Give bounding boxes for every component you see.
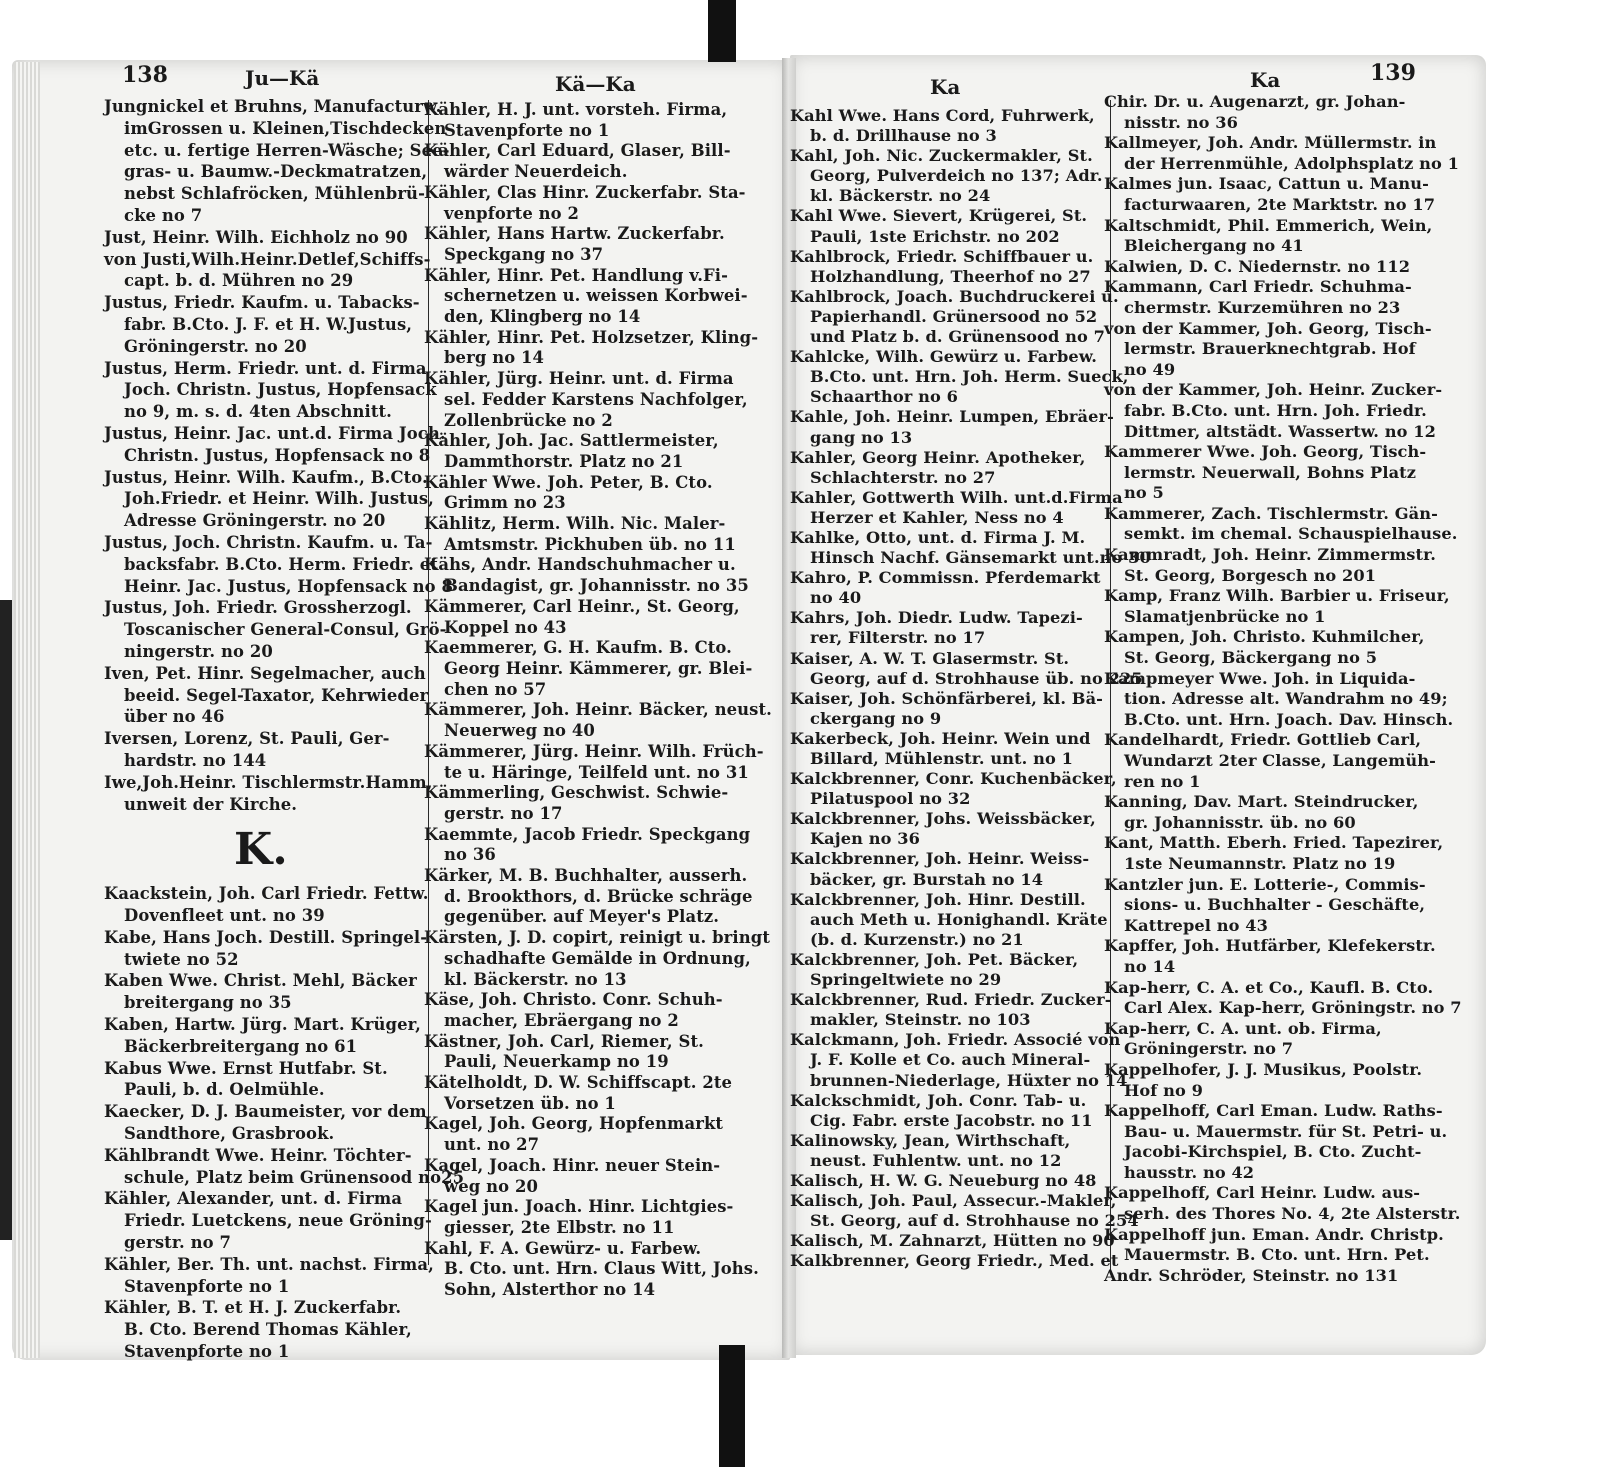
directory-line: Pauli, Neuerkamp no 19 [444,1052,669,1072]
directory-line: Stavenpforte no 1 [124,1276,290,1296]
directory-line: über no 46 [124,707,225,727]
directory-line: Kalckbrenner, Johs. Weissbäcker, [790,809,1096,829]
directory-line: Kap-herr, C. A. et Co., Kaufl. B. Cto. [1104,977,1434,997]
directory-line: Kärker, M. B. Buchhalter, ausserh. [424,866,748,886]
directory-line: Kappelhoff jun. Eman. Andr. Christp. [1104,1224,1444,1244]
directory-line: nisstr. no 36 [1124,112,1238,132]
directory-line: Kalwien, D. C. Niedernstr. no 112 [1104,256,1411,276]
directory-line: Dovenfleet unt. no 39 [124,906,325,926]
directory-line: hausstr. no 42 [1124,1162,1255,1182]
directory-line: Schlachterstr. no 27 [810,467,996,487]
directory-line: Bau- u. Mauermstr. für St. Petri- u. [1124,1121,1448,1141]
directory-line: Iven, Pet. Hinr. Segelmacher, auch [104,663,426,683]
directory-line: Kähler, B. T. et H. J. Zuckerfabr. [104,1298,402,1318]
directory-line: Kähler, H. J. unt. vorsteh. Firma, [424,100,728,119]
directory-line: Justus, Joch. Christn. Kaufm. u. Ta- [104,532,433,552]
directory-line: Pauli, 1ste Erichstr. no 202 [810,226,1060,246]
directory-line: no 5 [1124,483,1164,503]
directory-line: Kalinowsky, Jean, Wirthschaft, [790,1130,1071,1150]
directory-line: tion. Adresse alt. Wandrahm no 49; [1124,689,1448,709]
directory-line: imGrossen u. Kleinen,Tischdecken [124,118,447,138]
directory-line: gr. Johannisstr. üb. no 60 [1124,812,1356,832]
directory-column-1 [104,96,464,1363]
directory-line: Georg, auf d. Strohhause üb. no 225 [810,668,1143,688]
directory-line: Sandthore, Grasbrook. [124,1124,335,1144]
directory-line: Springeltwiete no 29 [810,970,1002,990]
directory-line: rer, Filterstr. no 17 [810,628,986,648]
directory-line: auch Meth u. Honighandl. Kräte [810,909,1108,929]
directory-line: Kaecker, D. J. Baumeister, vor dem [104,1102,427,1122]
directory-line: Kaiser, A. W. T. Glasermstr. St. [790,648,1070,668]
directory-line: Kaackstein, Joh. Carl Friedr. Fettw. [104,884,429,904]
directory-line: Kagel, Joach. Hinr. neuer Stein- [424,1155,721,1175]
directory-line: Joh.Friedr. et Heinr. Wilh. Justus, [124,489,434,509]
directory-line: Kalckschmidt, Joh. Conr. Tab- u. [790,1090,1087,1110]
directory-column-3 [790,106,1151,1271]
directory-line: Kähler, Ber. Th. unt. nachst. Firma, [104,1254,434,1274]
directory-line: Kahler, Gottwerth Wilh. unt.d.Firma [790,487,1123,507]
directory-line: St. Georg, auf d. Strohhause no 254 [810,1211,1139,1231]
directory-line: Kammerer Wwe. Joh. Georg, Tisch- [1104,442,1427,462]
directory-line: Georg Heinr. Kämmerer, gr. Blei- [444,658,753,678]
directory-line: Just, Heinr. Wilh. Eichholz no 90 [104,227,408,247]
directory-column-2 [424,100,772,1301]
directory-line: d. Brookthors, d. Brücke schräge [444,886,753,906]
directory-line: brunnen-Niederlage, Hüxter no 14 [810,1070,1128,1090]
directory-line: Pauli, b. d. Oelmühle. [124,1080,325,1100]
directory-line: makler, Steinstr. no 103 [810,1010,1031,1030]
directory-line: Kahrs, Joh. Diedr. Ludw. Tapezi- [790,608,1083,628]
directory-line: Kalckbrenner, Joh. Pet. Bäcker, [790,949,1079,969]
directory-line: von Justi,Wilh.Heinr.Detlef,Schiffs- [104,249,431,269]
directory-line: Kaemmte, Jacob Friedr. Speckgang [424,824,751,844]
directory-line: Kagel jun. Joach. Hinr. Lichtgies- [424,1197,734,1217]
directory-line: Billard, Mühlenstr. unt. no 1 [810,749,1073,768]
right-header-range: Ka [930,75,961,99]
directory-line: Holzhandlung, Theerhof no 27 [810,266,1091,286]
directory-line: fabr. B.Cto. J. F. et H. W.Justus, [124,314,413,334]
directory-line: Chir. Dr. u. Augenarzt, gr. Johan- [1104,92,1406,111]
directory-line: Gröningerstr. no 20 [124,336,307,356]
directory-line: Hof no 9 [1124,1080,1203,1100]
directory-line: Bleichergang no 41 [1124,236,1304,256]
directory-line: Kalckbrenner, Joh. Heinr. Weiss- [790,849,1090,869]
directory-line: Kähler, Carl Eduard, Glaser, Bill- [424,141,731,161]
directory-line: Pilatuspool no 32 [810,789,971,809]
directory-line: Kalckbrenner, Joh. Hinr. Destill. [790,889,1086,909]
directory-line: schule, Platz beim Grünensood no25 [124,1167,465,1187]
directory-line: Kant, Matth. Eberh. Fried. Tapezirer, [1104,833,1444,853]
directory-line: hardstr. no 144 [124,750,267,770]
directory-line: Joch. Christn. Justus, Hopfensack [124,380,437,400]
directory-line: Justus, Heinr. Jac. unt.d. Firma Joch. [104,423,446,443]
directory-line: Friedr. Luetckens, neue Gröning- [124,1211,432,1231]
directory-line: Kammradt, Joh. Heinr. Zimmermstr. [1104,545,1436,565]
directory-line: Käse, Joh. Christo. Conr. Schuh- [424,990,723,1010]
directory-line: Andr. Schröder, Steinstr. no 131 [1104,1265,1399,1285]
directory-line: Kähler, Joh. Jac. Sattlermeister, [424,431,719,451]
directory-line: Kagel, Joh. Georg, Hopfenmarkt [424,1114,724,1134]
directory-line: gang no 13 [810,427,913,447]
directory-line: Kalisch, H. W. G. Neueburg no 48 [790,1170,1097,1190]
directory-line: serh. des Thores No. 4, 2te Alsterstr. [1124,1204,1461,1224]
directory-line: Kämmerer, Joh. Heinr. Bäcker, neust. [424,700,772,720]
directory-line: breitergang no 35 [124,993,292,1013]
directory-line: Zollenbrücke no 2 [444,410,613,430]
directory-line: (b. d. Kurzenstr.) no 21 [810,929,1024,949]
directory-line: Justus, Joh. Friedr. Grossherzogl. [104,598,412,618]
directory-line: etc. u. fertige Herren-Wäsche; See- [124,140,450,160]
directory-line: Justus, Heinr. Wilh. Kaufm., B.Cto. [104,467,428,487]
directory-line: semkt. im chemal. Schauspielhause. [1124,524,1458,544]
directory-line: 1ste Neumannstr. Platz no 19 [1124,853,1396,873]
directory-line: facturwaaren, 2te Marktstr. no 17 [1124,194,1436,214]
directory-line: Hinsch Nachf. Gänsemarkt unt.no 30 [810,548,1151,568]
directory-line: Kahl Wwe. Hans Cord, Fuhrwerk, [790,106,1095,125]
directory-line: B. Cto. unt. Hrn. Claus Witt, Johs. [444,1259,759,1279]
directory-line: der Herrenmühle, Adolphsplatz no 1 [1124,153,1460,173]
directory-line: Kahl, Joh. Nic. Zuckermakler, St. [790,146,1093,166]
directory-line: sel. Fedder Karstens Nachfolger, [444,389,748,409]
directory-line: Cig. Fabr. erste Jacobstr. no 11 [810,1110,1093,1130]
directory-line: Kalckbrenner, Conr. Kuchenbäcker, [790,769,1117,789]
directory-line: Kalisch, M. Zahnarzt, Hütten no 90 [790,1231,1115,1251]
directory-line: chen no 57 [444,679,547,699]
directory-line: Schaarthor no 6 [810,387,958,407]
directory-line: Kalckbrenner, Rud. Friedr. Zucker- [790,990,1112,1010]
directory-line: te u. Häringe, Teilfeld unt. no 31 [444,762,749,782]
directory-line: kl. Bäckerstr. no 24 [810,186,991,206]
directory-line: Georg, Pulverdeich no 137; Adr. [810,166,1103,186]
directory-line: den, Klingberg no 14 [444,307,641,327]
directory-line: Kähler, Hinr. Pet. Holzsetzer, Kling- [424,327,759,347]
directory-line: ren no 1 [1124,771,1201,791]
directory-line: Kattrepel no 43 [1124,915,1268,935]
directory-line: berg no 14 [444,348,545,368]
directory-line: Kalisch, Joh. Paul, Assecur.-Makler, [790,1191,1117,1211]
directory-line: Kahlcke, Wilh. Gewürz u. Farbew. [790,347,1097,367]
directory-line: Kajen no 36 [810,829,920,849]
directory-line: Kämmerer, Jürg. Heinr. Wilh. Früch- [424,741,764,761]
directory-line: J. F. Kolle et Co. auch Mineral- [810,1050,1091,1070]
directory-line: Kahlbrock, Friedr. Schiffbauer u. [790,246,1094,266]
directory-line: schadhafte Gemälde in Ordnung, [444,948,751,968]
directory-line: Kaiser, Joh. Schönfärberei, kl. Bä- [790,688,1103,708]
right-page-number: 139 [1370,60,1416,86]
directory-line: Stavenpforte no 1 [444,120,610,140]
left-header-range-2: Kä—Ka [555,72,636,96]
directory-line: gerstr. no 7 [124,1233,232,1253]
directory-line: Kalckmann, Joh. Friedr. Associé von [790,1030,1121,1050]
directory-line: Kahle, Joh. Heinr. Lumpen, Ebräer- [790,407,1114,427]
directory-line: Iwe,Joh.Heinr. Tischlermstr.Hamm, [104,772,433,792]
directory-line: Stavenpforte no 1 [124,1342,290,1362]
page-edges [14,62,40,1358]
directory-line: no 40 [810,588,862,608]
directory-line: bäcker, gr. Burstah no 14 [810,869,1044,889]
left-page-number: 138 [122,62,168,88]
column-1-entries [104,96,464,815]
directory-line: Sohn, Alsterthor no 14 [444,1280,656,1300]
directory-line: lermstr. Brauerknechtgrab. Hof [1124,339,1416,359]
directory-line: Kallmeyer, Joh. Andr. Müllermstr. in [1104,133,1437,153]
side-stamp [0,600,12,1240]
directory-line: Kammerer, Zach. Tischlermstr. Gän- [1104,503,1438,523]
directory-line: Herzer et Kahler, Ness no 4 [810,507,1064,527]
directory-line: Kähler, Alexander, unt. d. Firma [104,1189,403,1209]
directory-line: gegenüber. auf Meyer's Platz. [444,907,720,927]
directory-line: Kampen, Joh. Christo. Kuhmilcher, [1104,627,1425,647]
directory-line: Kähler, Hans Hartw. Zuckerfabr. [424,224,725,244]
directory-line: Kahlke, Otto, unt. d. Firma J. M. [790,527,1086,547]
directory-line: Kandelhardt, Friedr. Gottlieb Carl, [1104,730,1422,750]
left-header-range: Ju—Kä [245,66,320,90]
binding-strip-top [708,0,736,62]
directory-line: Vorsetzen üb. no 1 [444,1093,616,1113]
directory-line: Neuerweg no 40 [444,721,595,741]
directory-line: kl. Bäckerstr. no 13 [444,969,627,989]
directory-line: Christn. Justus, Hopfensack no 8 [124,445,431,465]
directory-line: Kählitz, Herm. Wilh. Nic. Maler- [424,514,726,534]
directory-line: no 49 [1124,359,1176,379]
directory-line: Kähler, Clas Hinr. Zuckerfabr. Sta- [424,182,746,202]
directory-line: Mauermstr. B. Cto. unt. Hrn. Pet. [1124,1245,1430,1265]
directory-line: Kätelholdt, D. W. Schiffscapt. 2te [424,1073,733,1093]
directory-line: giesser, 2te Elbstr. no 11 [444,1217,675,1237]
directory-line: Kalmes jun. Isaac, Cattun u. Manu- [1104,174,1429,194]
directory-line: ckergang no 9 [810,708,942,728]
directory-line: B.Cto. unt. Hrn. Joach. Dav. Hinsch. [1124,709,1454,729]
directory-line: Kalkbrenner, Georg Friedr., Med. et [790,1251,1119,1271]
directory-line: Dittmer, altstädt. Wassertw. no 12 [1124,421,1436,441]
directory-line: Kähler, Jürg. Heinr. unt. d. Firma [424,369,734,389]
directory-line: Carl Alex. Kap-herr, Gröningstr. no 7 [1124,998,1462,1018]
directory-line: no 36 [444,845,496,865]
directory-line: Kaben Wwe. Christ. Mehl, Bäcker [104,971,417,991]
directory-line: Slamatjenbrücke no 1 [1124,606,1326,626]
directory-line: gerstr. no 17 [444,803,563,823]
directory-line: von der Kammer, Joh. Heinr. Zucker- [1104,380,1443,400]
directory-line: Kappelhoff, Carl Heinr. Ludw. aus- [1104,1183,1421,1203]
directory-line: Kärsten, J. D. copirt, reinigt u. bringt [424,928,770,948]
directory-line: venpforte no 2 [444,203,580,223]
directory-line: Kaemmerer, G. H. Kaufm. B. Cto. [424,638,732,658]
directory-line: Iversen, Lorenz, St. Pauli, Ger- [104,729,390,749]
directory-line: Jungnickel et Bruhns, Manufacturw. [104,97,442,116]
directory-line: Kapffer, Joh. Hutfärber, Klefekerstr. [1104,936,1436,956]
directory-line: Kählbrandt Wwe. Heinr. Töchter- [104,1145,412,1165]
directory-line: Jacobi-Kirchspiel, B. Cto. Zucht- [1124,1142,1422,1162]
directory-line: Gröningerstr. no 7 [1124,1039,1294,1059]
directory-line: neust. Fuhlentw. unt. no 12 [810,1150,1062,1170]
directory-line: Kahro, P. Commissn. Pferdemarkt [790,568,1101,588]
directory-line: Kappelhofer, J. J. Musikus, Poolstr. [1104,1059,1423,1079]
directory-line: Kaltschmidt, Phil. Emmerich, Wein, [1104,215,1433,235]
directory-line: B. Cto. Berend Thomas Kähler, [124,1320,412,1340]
directory-line: Adresse Gröningerstr. no 20 [124,511,386,531]
directory-line: schernetzen u. weissen Korbwei- [444,286,748,306]
directory-line: macher, Ebräergang no 2 [444,1010,679,1030]
directory-line: lermstr. Neuerwall, Bohns Platz [1124,462,1417,482]
directory-line: Kähler Wwe. Joh. Peter, B. Cto. [424,472,713,492]
directory-line: Kämmerer, Carl Heinr., St. Georg, [424,596,740,616]
directory-line: Wundarzt 2ter Classe, Langemüh- [1124,751,1436,770]
directory-line: Koppel no 43 [444,617,567,637]
directory-line: chermstr. Kurzemühren no 23 [1124,297,1401,317]
directory-line: Kämmerling, Geschwist. Schwie- [424,783,729,803]
directory-line: Kästner, Joh. Carl, Riemer, St. [424,1031,704,1051]
directory-line: unt. no 27 [444,1135,540,1155]
directory-line: Bäckerbreitergang no 61 [124,1036,358,1056]
directory-line: Grimm no 23 [444,493,566,513]
binding-strip-bottom [719,1345,745,1467]
directory-line: Kähler, Hinr. Pet. Handlung v.Fi- [424,265,729,285]
directory-line: sions- u. Buchhalter - Geschäfte, [1124,895,1426,915]
directory-line: cke no 7 [124,205,203,225]
directory-line: Kakerbeck, Joh. Heinr. Wein und [790,728,1091,748]
directory-line: fabr. B.Cto. unt. Hrn. Joh. Friedr. [1124,400,1427,420]
directory-line: capt. b. d. Mühren no 29 [124,271,354,291]
directory-line: Dammthorstr. Platz no 21 [444,451,684,471]
directory-line: b. d. Drillhause no 3 [810,126,997,146]
directory-line: wärder Neuerdeich. [444,162,628,182]
directory-line: beeid. Segel-Taxator, Kehrwieder [124,685,429,705]
directory-line: no 14 [1124,956,1176,976]
directory-line: Kahl Wwe. Sievert, Krügerei, St. [790,206,1088,226]
directory-line: Kanning, Dav. Mart. Steindrucker, [1104,792,1419,812]
directory-line: twiete no 52 [124,949,239,969]
directory-line: Papierhandl. Grünersood no 52 [810,306,1098,326]
directory-line: Kampmeyer Wwe. Joh. in Liquida- [1104,668,1416,688]
directory-line: Kabe, Hans Joch. Destill. Springel- [104,927,428,947]
directory-line: gras- u. Baumw.-Deckmatratzen, [124,162,428,182]
directory-line: St. Georg, Borgesch no 201 [1124,565,1377,585]
directory-line: ningerstr. no 20 [124,641,273,661]
directory-line: Amtsmstr. Pickhuben üb. no 11 [444,534,736,554]
directory-line: Kantzler jun. E. Lotterie-, Commis- [1104,874,1426,894]
directory-line: von der Kammer, Joh. Georg, Tisch- [1104,318,1432,338]
directory-line: unweit der Kirche. [124,794,298,814]
directory-line: Kähs, Andr. Handschuhmacher u. [424,555,736,575]
directory-line: Justus, Friedr. Kaufm. u. Tabacks- [104,293,420,313]
directory-line: no 9, m. s. d. 4ten Abschnitt. [124,402,392,422]
directory-line: Kahl, F. A. Gewürz- u. Farbew. [424,1238,702,1258]
directory-line: Speckgang no 37 [444,244,604,264]
directory-line: weg no 20 [444,1176,538,1196]
directory-line: und Platz b. d. Grünensood no 7 [810,327,1105,347]
directory-line: Kammann, Carl Friedr. Schuhma- [1104,277,1412,297]
directory-line: Kamp, Franz Wilh. Barbier u. Friseur, [1104,586,1450,606]
directory-line: St. Georg, Bäckergang no 5 [1124,648,1378,668]
column-1-entries-k [104,883,464,1363]
directory-line: Kap-herr, C. A. unt. ob. Firma, [1104,1018,1382,1038]
section-letter: K. [234,824,288,876]
directory-line: Justus, Herm. Friedr. unt. d. Firma [104,358,427,378]
directory-line: Bandagist, gr. Johannisstr. no 35 [444,576,749,596]
directory-line: Kahlbrock, Joach. Buchdruckerei u. [790,286,1119,306]
directory-line: Kappelhoff, Carl Eman. Ludw. Raths- [1104,1101,1443,1121]
directory-line: backsfabr. B.Cto. Herm. Friedr. et [124,554,438,574]
directory-line: Heinr. Jac. Justus, Hopfensack no 8 [124,576,454,596]
right-header-range-2: Ka [1250,68,1281,92]
directory-line: B.Cto. unt. Hrn. Joh. Herm. Sueck, [810,367,1129,387]
directory-line: nebst Schlafröcken, Mühlenbrü- [124,184,425,204]
directory-line: Toscanischer General-Consul, Grö- [124,620,447,640]
directory-line: Kaben, Hartw. Jürg. Mart. Krüger, [104,1015,421,1035]
directory-column-4 [1104,92,1462,1286]
directory-line: Kahler, Georg Heinr. Apotheker, [790,447,1086,467]
directory-line: Kabus Wwe. Ernst Hutfabr. St. [104,1058,388,1078]
